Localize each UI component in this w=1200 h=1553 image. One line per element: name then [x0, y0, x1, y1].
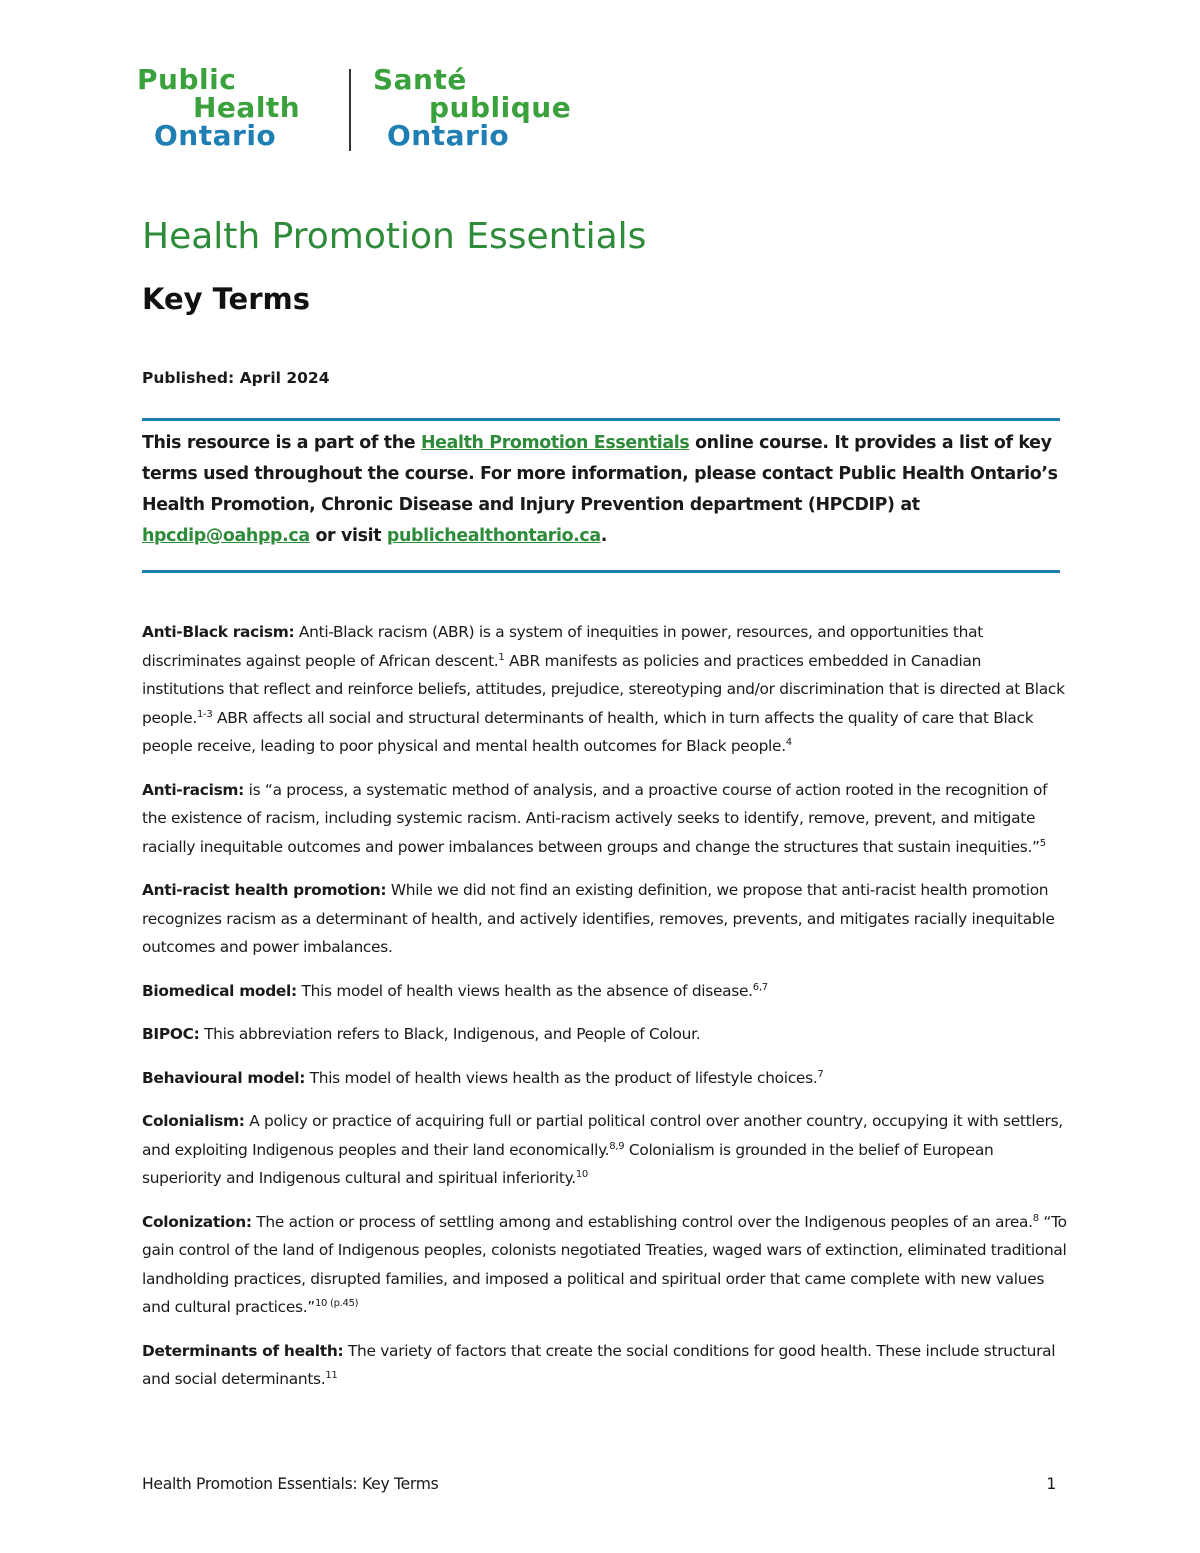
- logo-french: [373, 63, 572, 152]
- term-definition: This model of health views health as the absence of disease.: [296, 981, 753, 1000]
- term-name: BIPOC:: [142, 1025, 200, 1043]
- term-name: Anti-racist health promotion:: [142, 881, 387, 899]
- term-name: Behavioural model:: [142, 1068, 306, 1087]
- term-entry: [142, 776, 1067, 862]
- logo-english: [137, 63, 301, 152]
- logo-en-line-2: Health: [193, 91, 301, 124]
- citation-superscript: 8: [1032, 1212, 1039, 1224]
- logo-fr-line-3: Ontario: [387, 119, 510, 152]
- document-title: Health Promotion Essentials: [142, 216, 647, 257]
- term-entry: [142, 1208, 1067, 1322]
- term-definition: Colonialism is grounded in the belief of European superiority and Indigenous cultural and spiritual inferiority.: [142, 1140, 994, 1187]
- term-definition: The action or process of settling among and establishing control over the Indigenous peoples of an area.: [251, 1212, 1033, 1231]
- term-entry: [142, 1337, 1067, 1394]
- intro-text-2: online course. It provides a list of key terms used throughout the course. For more information, please contact Public Health Ontario’s Health Promotion, Chronic Disease and Injury Prevention department (HPCDIP) at: [142, 433, 1058, 515]
- page-number: 1: [1046, 1475, 1056, 1493]
- term-entry: [142, 876, 1067, 962]
- term-definition: Anti-Black racism (ABR) is a system of inequities in power, resources, and opportunities that discriminates against people of African descent.: [142, 623, 983, 670]
- bottom-divider: [142, 570, 1060, 573]
- term-definition: While we did not find an existing definition, we propose that anti-racist health promotion recognizes racism as a determinant of health, and actively identifies, removes, prevents, and mitigates racially inequitable outcomes and power imbalances.: [142, 881, 1055, 956]
- term-definition: “To gain control of the land of Indigenous peoples, colonists negotiated Treaties, waged wars of extinction, eliminated traditional landholding practices, disrupted families, and imposed a political and spiritual order that came complete with new values and cultural practices.”: [142, 1212, 1067, 1316]
- intro-text-3: or visit: [309, 526, 387, 546]
- citation-superscript: 10: [575, 1169, 588, 1180]
- intro-text-4: .: [600, 526, 608, 546]
- term-name: Anti-racism:: [142, 780, 245, 799]
- citation-superscript: 8,9: [609, 1140, 625, 1152]
- term-definition: is “a process, a systematic method of analysis, and a proactive course of action rooted in the recognition of the existence of racism, including systemic racism. Anti-racism actively seeks to identify, remove, prevent, and mitigate racially inequitable outcomes and power imbalances between groups and change the structures that sustain inequities.”: [142, 780, 1048, 856]
- citation-superscript: 10 (p.45): [314, 1298, 359, 1309]
- top-divider: [142, 418, 1060, 421]
- term-name: Colonialism:: [142, 1112, 245, 1130]
- term-entry: [142, 977, 1067, 1006]
- intro-text-1: This resource is a part of the: [142, 433, 421, 453]
- email-link[interactable]: hpcdip@oahpp.ca: [142, 526, 310, 546]
- term-name: Biomedical model:: [142, 981, 297, 1000]
- logo-en-line-3: Ontario: [154, 119, 277, 152]
- term-name: Determinants of health:: [142, 1341, 344, 1360]
- term-definition: The variety of factors that create the social conditions for good health. These include structural and social determinants.: [142, 1341, 1056, 1388]
- term-definition: ABR manifests as policies and practices embedded in Canadian institutions that reflect and reinforce beliefs, attitudes, prejudice, stereotyping and/or discrimination that is directed at Black people.: [142, 651, 1065, 727]
- page-footer: [142, 1472, 1060, 1496]
- logo-fr-line-2: publique: [429, 91, 572, 124]
- logo-fr-line-1: Santé: [373, 63, 467, 96]
- footer-title: Health Promotion Essentials: Key Terms: [142, 1475, 439, 1493]
- intro-box: [142, 428, 1067, 552]
- term-definition: This abbreviation refers to Black, Indigenous, and People of Colour.: [199, 1025, 701, 1043]
- logo-en-line-1: Public: [137, 63, 237, 96]
- term-definition: ABR affects all social and structural determinants of health, which in turn affects the quality of care that Black people receive, leading to poor physical and mental health outcomes for Black people.: [142, 708, 1034, 755]
- term-entry: [142, 1107, 1067, 1193]
- website-link[interactable]: publichealthontario.ca: [386, 526, 601, 546]
- term-entry: [142, 1020, 1067, 1049]
- term-definition: A policy or practice of acquiring full or partial political control over another country, occupying it with settlers, and exploiting Indigenous peoples and their land economically.: [142, 1112, 1063, 1159]
- key-terms-list: [142, 618, 1067, 1409]
- citation-superscript: 5: [1039, 837, 1046, 849]
- citation-superscript: 1-3: [196, 708, 213, 720]
- published-date: Published: April 2024: [142, 369, 330, 387]
- term-entry: [142, 1064, 1067, 1093]
- logo-divider: [349, 69, 351, 151]
- document-subtitle: Key Terms: [142, 282, 311, 316]
- course-link[interactable]: Health Promotion Essentials: [420, 433, 690, 453]
- citation-superscript: 1: [498, 651, 505, 663]
- citation-superscript: 4: [785, 737, 792, 748]
- citation-superscript: 11: [325, 1370, 338, 1381]
- public-health-ontario-logo: [137, 63, 572, 156]
- term-definition: This model of health views health as the product of lifestyle choices.: [305, 1068, 818, 1087]
- citation-superscript: 6,7: [752, 981, 768, 993]
- term-name: Colonization:: [142, 1212, 252, 1231]
- citation-superscript: 7: [817, 1068, 824, 1080]
- term-entry: [142, 618, 1067, 761]
- term-name: Anti-Black racism:: [142, 623, 295, 641]
